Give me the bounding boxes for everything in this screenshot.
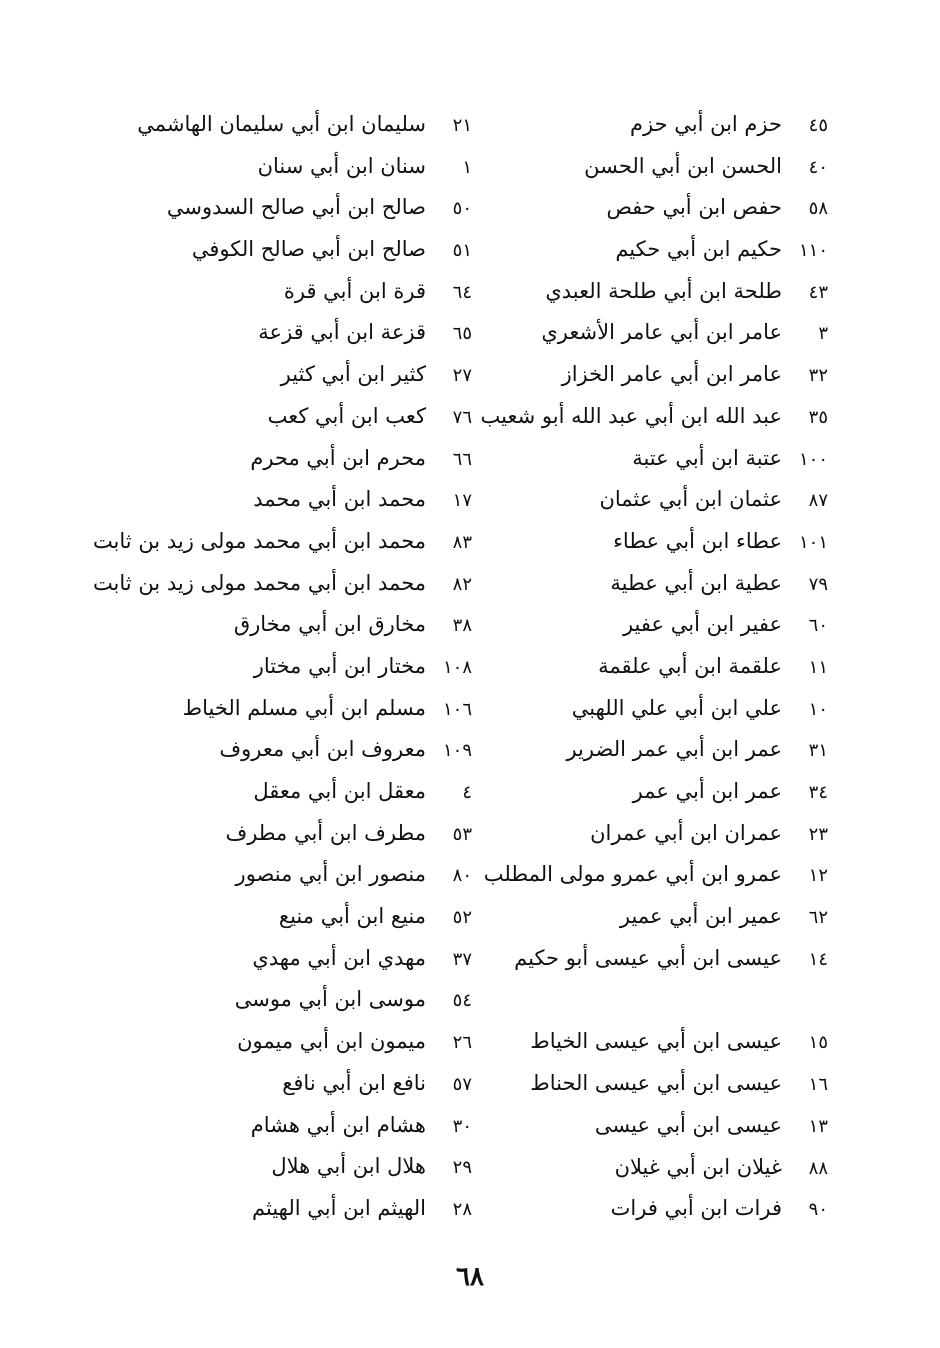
entry-number: ١١٠ [798, 240, 828, 262]
entry-number: ٢٦ [452, 1032, 472, 1054]
entry-number: ٦٢ [808, 907, 828, 929]
entry-number: ٧٩ [808, 573, 828, 595]
list-item [127, 479, 472, 521]
entry-number: ١٠ [808, 698, 828, 720]
entry-number: ٤ [462, 782, 472, 803]
entry-number: ١ [462, 156, 472, 178]
entry-number: ٥٣ [452, 823, 472, 845]
entry-name: علي ابن أبي علي اللهبي [571, 695, 782, 720]
entry-name: عامر ابن أبي عامر الأشعري [541, 320, 782, 345]
entry-name: علقمة ابن أبي علقمة [598, 653, 782, 678]
entry-number: ٦٦ [452, 448, 472, 470]
list-item [127, 896, 472, 938]
entry-name: عطية ابن أبي عطية [610, 570, 782, 595]
entry-number: ٥٧ [452, 1073, 472, 1095]
list-item [127, 187, 472, 229]
list-item [92, 521, 472, 563]
entry-name: سنان ابن أبي سنان [257, 153, 426, 178]
entry-name: كعب ابن أبي كعب [267, 403, 426, 428]
entry-number: ١١ [808, 656, 828, 678]
left-column [92, 104, 472, 1230]
entry-number: ٩٠ [808, 1199, 828, 1221]
entry-name: معروف ابن أبي معروف [219, 737, 426, 762]
list-item [127, 771, 472, 813]
entry-name: الهيثم ابن أبي الهيثم [252, 1195, 426, 1220]
list-item [498, 229, 828, 271]
list-item [127, 938, 472, 980]
list-item [498, 1188, 828, 1230]
list-item [127, 354, 472, 396]
entry-number: ٣٠ [452, 1115, 472, 1137]
list-item [127, 229, 472, 271]
list-item [127, 1146, 472, 1188]
entry-name: مسلم ابن أبي مسلم الخياط [182, 695, 426, 720]
entry-number: ٨٨ [808, 1157, 828, 1179]
entry-name: مخارق ابن أبي مخارق [233, 612, 426, 637]
list-item [498, 688, 828, 730]
entry-name: عامر ابن أبي عامر الخزاز [561, 362, 782, 387]
list-item [498, 1063, 828, 1105]
list-item [498, 438, 828, 480]
list-item [127, 146, 472, 188]
entry-number: ٤٠ [808, 156, 828, 178]
entry-number: ٦٤ [452, 281, 472, 303]
entry-number: ١٧ [452, 490, 472, 512]
entry-number: ٥٢ [452, 907, 472, 929]
entry-number: ٥٠ [452, 198, 472, 220]
entry-name: مطرف ابن أبي مطرف [225, 820, 426, 845]
entry-name: عيسى ابن أبي عيسى [594, 1112, 782, 1137]
entry-name: عمرو ابن أبي عمرو مولى المطلب [483, 862, 782, 887]
list-item [127, 688, 472, 730]
list-item [498, 1105, 828, 1147]
list-item [498, 604, 828, 646]
entry-number: ١٠٨ [442, 656, 472, 678]
entry-number: ٦٠ [808, 615, 828, 637]
entry-name: موسى ابن أبي موسى [234, 987, 426, 1012]
list-item [498, 813, 828, 855]
list-item [127, 854, 472, 896]
list-item [480, 396, 828, 438]
list-item [127, 979, 472, 1021]
list-item [127, 729, 472, 771]
entry-number: ١٠١ [798, 531, 828, 553]
entry-name: عمير ابن أبي عمير [619, 904, 782, 929]
entry-name: قزعة ابن أبي قزعة [258, 320, 426, 345]
entry-name: عبد الله ابن أبي عبد الله أبو شعيب [480, 403, 782, 428]
entry-name: نافع ابن أبي نافع [282, 1070, 426, 1095]
entry-name: عفير ابن أبي عفير [622, 612, 782, 637]
entry-number: ٣١ [808, 740, 828, 762]
entry-number: ١٦ [808, 1074, 828, 1096]
list-item [498, 1147, 828, 1189]
list-item [498, 146, 828, 188]
list-item [498, 771, 828, 813]
entry-number: ٨٢ [452, 573, 472, 595]
entry-name: عتبة ابن أبي عتبة [632, 445, 782, 470]
right-column [480, 104, 828, 1230]
entry-name: منصور ابن أبي منصور [235, 862, 426, 887]
list-item [127, 1105, 472, 1147]
entry-name: حكيم ابن أبي حكيم [615, 237, 782, 262]
entry-number: ٨٧ [808, 490, 828, 512]
list-item [498, 479, 828, 521]
list-item [498, 312, 828, 354]
list-item [127, 813, 472, 855]
entry-name: عيسى ابن أبي عيسى الحناط [530, 1071, 782, 1096]
entry-number: ٥٨ [808, 198, 828, 220]
entry-number: ٣ [818, 323, 828, 345]
entry-number: ٣٢ [808, 365, 828, 387]
entry-number: ١٢ [808, 865, 828, 887]
entry-number: ٦٥ [452, 323, 472, 345]
list-item [498, 354, 828, 396]
entry-name: كثير ابن أبي كثير [280, 362, 426, 387]
entry-name: مهدي ابن أبي مهدي [252, 945, 426, 970]
list-item [498, 271, 828, 313]
list-item [127, 646, 472, 688]
entry-number: ١٤ [808, 948, 828, 970]
list-item [498, 521, 828, 563]
entry-name: عثمان ابن أبي عثمان [599, 487, 782, 512]
entry-name: ميمون ابن أبي ميمون [237, 1029, 426, 1054]
list-item [127, 438, 472, 480]
entry-number: ٢٧ [452, 365, 472, 387]
entry-name: هلال ابن أبي هلال [271, 1154, 426, 1179]
list-item [127, 1188, 472, 1230]
entry-number: ٧٦ [452, 406, 472, 428]
entry-number: ٣٥ [808, 406, 828, 428]
list-item [498, 938, 828, 980]
list-item [483, 854, 828, 896]
entry-name: عيسى ابن أبي عيسى أبو حكيم [514, 945, 782, 970]
entry-name: منيع ابن أبي منيع [278, 904, 426, 929]
entry-name: محمد ابن أبي محمد مولى زيد بن ثابت [92, 528, 426, 553]
entry-number: ٤٥ [808, 115, 828, 136]
entry-name: عمر ابن أبي عمر [632, 779, 782, 803]
entry-name: الحسن ابن أبي الحسن [584, 153, 782, 178]
page-number: ٦٨ [456, 1262, 484, 1292]
entry-name: غيلان ابن أبي غيلان [614, 1154, 782, 1179]
entry-number: ١٠٠ [798, 448, 828, 470]
entry-name: عطاء ابن أبي عطاء [613, 528, 782, 553]
entry-name: محمد ابن أبي محمد مولى زيد بن ثابت [92, 570, 426, 595]
entry-number: ٣٧ [452, 948, 472, 970]
entry-number: ١٠٩ [442, 740, 472, 762]
list-item [127, 1021, 472, 1063]
entry-number: ٢٨ [452, 1198, 472, 1220]
entry-name: صالح ابن أبي صالح السدوسي [166, 195, 426, 220]
entry-number: ٨٣ [452, 531, 472, 553]
entry-number: ١٥ [808, 1032, 828, 1054]
entry-number: ١٠٦ [442, 698, 472, 720]
entry-name: طلحة ابن أبي طلحة العبدي [545, 278, 782, 303]
list-item [498, 729, 828, 771]
list-item [498, 1021, 828, 1063]
entry-name: عيسى ابن أبي عيسى الخياط [530, 1029, 782, 1054]
entry-name: سليمان ابن أبي سليمان الهاشمي [137, 112, 426, 136]
entry-name: حزم ابن أبي حزم [629, 112, 782, 136]
entry-name: محرم ابن أبي محرم [250, 445, 426, 470]
list-item [498, 104, 828, 146]
list-item [92, 563, 472, 605]
list-item [127, 271, 472, 313]
entry-name: هشام ابن أبي هشام [250, 1112, 426, 1137]
list-item [127, 604, 472, 646]
entry-name: حفص ابن أبي حفص [606, 195, 782, 220]
entry-name: معقل ابن أبي معقل [253, 779, 426, 803]
list-item [498, 563, 828, 605]
list-item [127, 1063, 472, 1105]
entry-number: ٥١ [452, 240, 472, 262]
entry-name: مختار ابن أبي مختار [253, 653, 426, 678]
list-item [498, 896, 828, 938]
list-item [498, 646, 828, 688]
list-item [127, 104, 472, 146]
entry-name: فرات ابن أبي فرات [610, 1196, 782, 1221]
entry-number: ٣٤ [808, 782, 828, 803]
entry-name: محمد ابن أبي محمد [253, 487, 426, 512]
entry-number: ٢٩ [452, 1157, 472, 1179]
entry-name: قرة ابن أبي قرة [283, 278, 426, 303]
entry-number: ٢٣ [808, 823, 828, 845]
entry-number: ٨٠ [452, 865, 472, 887]
list-item [498, 187, 828, 229]
list-item [127, 312, 472, 354]
list-item [127, 396, 472, 438]
entry-number: ٢١ [452, 115, 472, 136]
entry-number: ٤٣ [808, 281, 828, 303]
entry-number: ٥٤ [452, 990, 472, 1012]
entry-number: ١٣ [808, 1115, 828, 1137]
entry-number: ٣٨ [452, 615, 472, 637]
entry-name: صالح ابن أبي صالح الكوفي [191, 237, 426, 262]
entry-name: عمران ابن أبي عمران [590, 820, 782, 845]
entry-name: عمر ابن أبي عمر الضرير [566, 737, 782, 762]
